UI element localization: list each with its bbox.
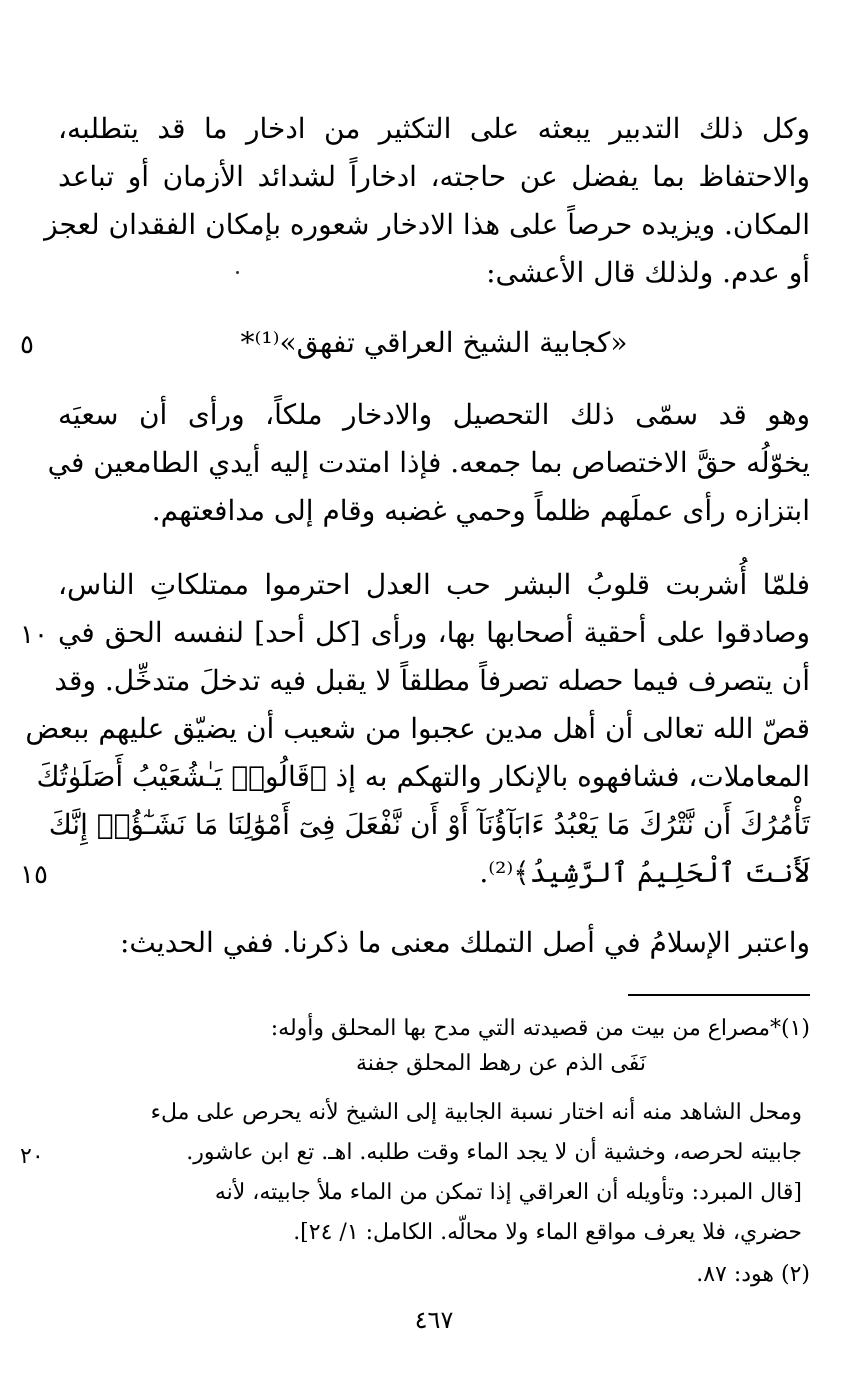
text-line: وهو قد سمّى ذلك التحصيل والادخار ملكاً، ورأى أن سعيَه [58, 398, 810, 431]
footnote-1-line: جابيته لحرصه، وخشية أن لا يجد الماء وقت طلبه. اهـ. تع ابن عاشور. [186, 1140, 802, 1165]
text-line: وكل ذلك التدبير يبعثه على التكثير من ادخار ما قد يتطلبه، [58, 112, 810, 145]
text-line: قصّ الله تعالى أن أهل مدين عجبوا من شعيب أن يضيّق عليهم ببعض [25, 712, 810, 745]
text-line: المكان. ويزيده حرصاً على هذا الادخار شعوره بإمكان الفقدان لعجز [44, 208, 810, 241]
footnote-2-line: (٢) هود: ٨٧. [696, 1262, 810, 1287]
text-line: أو عدم. ولذلك قال الأعشى: [486, 256, 810, 289]
footnote-1-verse: نَفَى الذم عن رهط المحلق جفنة [355, 1051, 646, 1076]
text-line: والاحتفاظ بما يفضل عن حاجته، ادخاراً لشدائد الأزمان أو تباعد [58, 160, 810, 193]
text-line: أن يتصرف فيما حصله تصرفاً مطلقاً لا يقبل فيه تدخلَ متدخِّل. وقد [54, 664, 810, 697]
footnote-separator [628, 994, 810, 996]
text-line: فلمّا أُشربت قلوبُ البشر حب العدل احترموا ممتلكاتِ الناس، [58, 568, 810, 601]
line-number: ١٠ [20, 620, 48, 650]
line-number: ١٥ [20, 860, 48, 890]
text-line: وصادقوا على أحقية أصحابها بها، ورأى [كل أحد] لنفسه الحق في [58, 616, 810, 649]
verse-line: «كجابية الشيخ العراقي تفهق»⁽¹⁾* [240, 326, 628, 359]
footnote-1-line: [قال المبرد: وتأويله أن العراقي إذا تمكن من الماء ملأ جابيته، لأنه [214, 1180, 802, 1205]
page-number: ٤٦٧ [414, 1306, 454, 1334]
footnote-1-line: (١)*مصراع من بيت من قصيدته التي مدح بها المحلق وأوله: [270, 1016, 810, 1041]
text-line: يخوّلُه حقَّ الاختصاص بما جمعه. فإذا امتدت إليه أيدي الطامعين في [47, 446, 810, 479]
text-line: تَأْمُرُكَ أَن نَّتْرُكَ مَا يَعْبُدُ ءَابَآؤُنَآ أَوْ أَن نَّفْعَلَ فِىٓ أَمْوَٰلِنَا مَا نَشَـٰٓؤُا۟ إِنَّكَ [48, 808, 810, 841]
footnote-1-line: ومحل الشاهد منه أنه اختار نسبة الجابية إلى الشيخ لأنه يحرص على ملء [150, 1100, 802, 1125]
text-line: المعاملات، فشافهوه بالإنكار والتهكم به إذ ﴿قَالُوا۟ يَـٰشُعَيْبُ أَصَلَوٰتُكَ [36, 760, 810, 793]
text-line: ابتزازه رأى عملَهم ظلماً وحمي غضبه وقام إلى مدافعتهم. [151, 494, 810, 527]
text-line: واعتبر الإسلامُ في أصل التملك معنى ما ذكرنا. ففي الحديث: [120, 926, 810, 959]
line-number: ٥ [20, 330, 34, 360]
footnote-1-line: حضري، فلا يعرف مواقع الماء ولا محالّه. الكامل: ١/ ٢٤]. [293, 1220, 802, 1245]
ink-speck [236, 271, 239, 274]
text-line: لَأَنتَ ٱلْحَلِيمُ ٱلرَّشِيدُ﴾⁽²⁾. [479, 856, 810, 889]
line-number: ٢٠ [20, 1144, 44, 1169]
